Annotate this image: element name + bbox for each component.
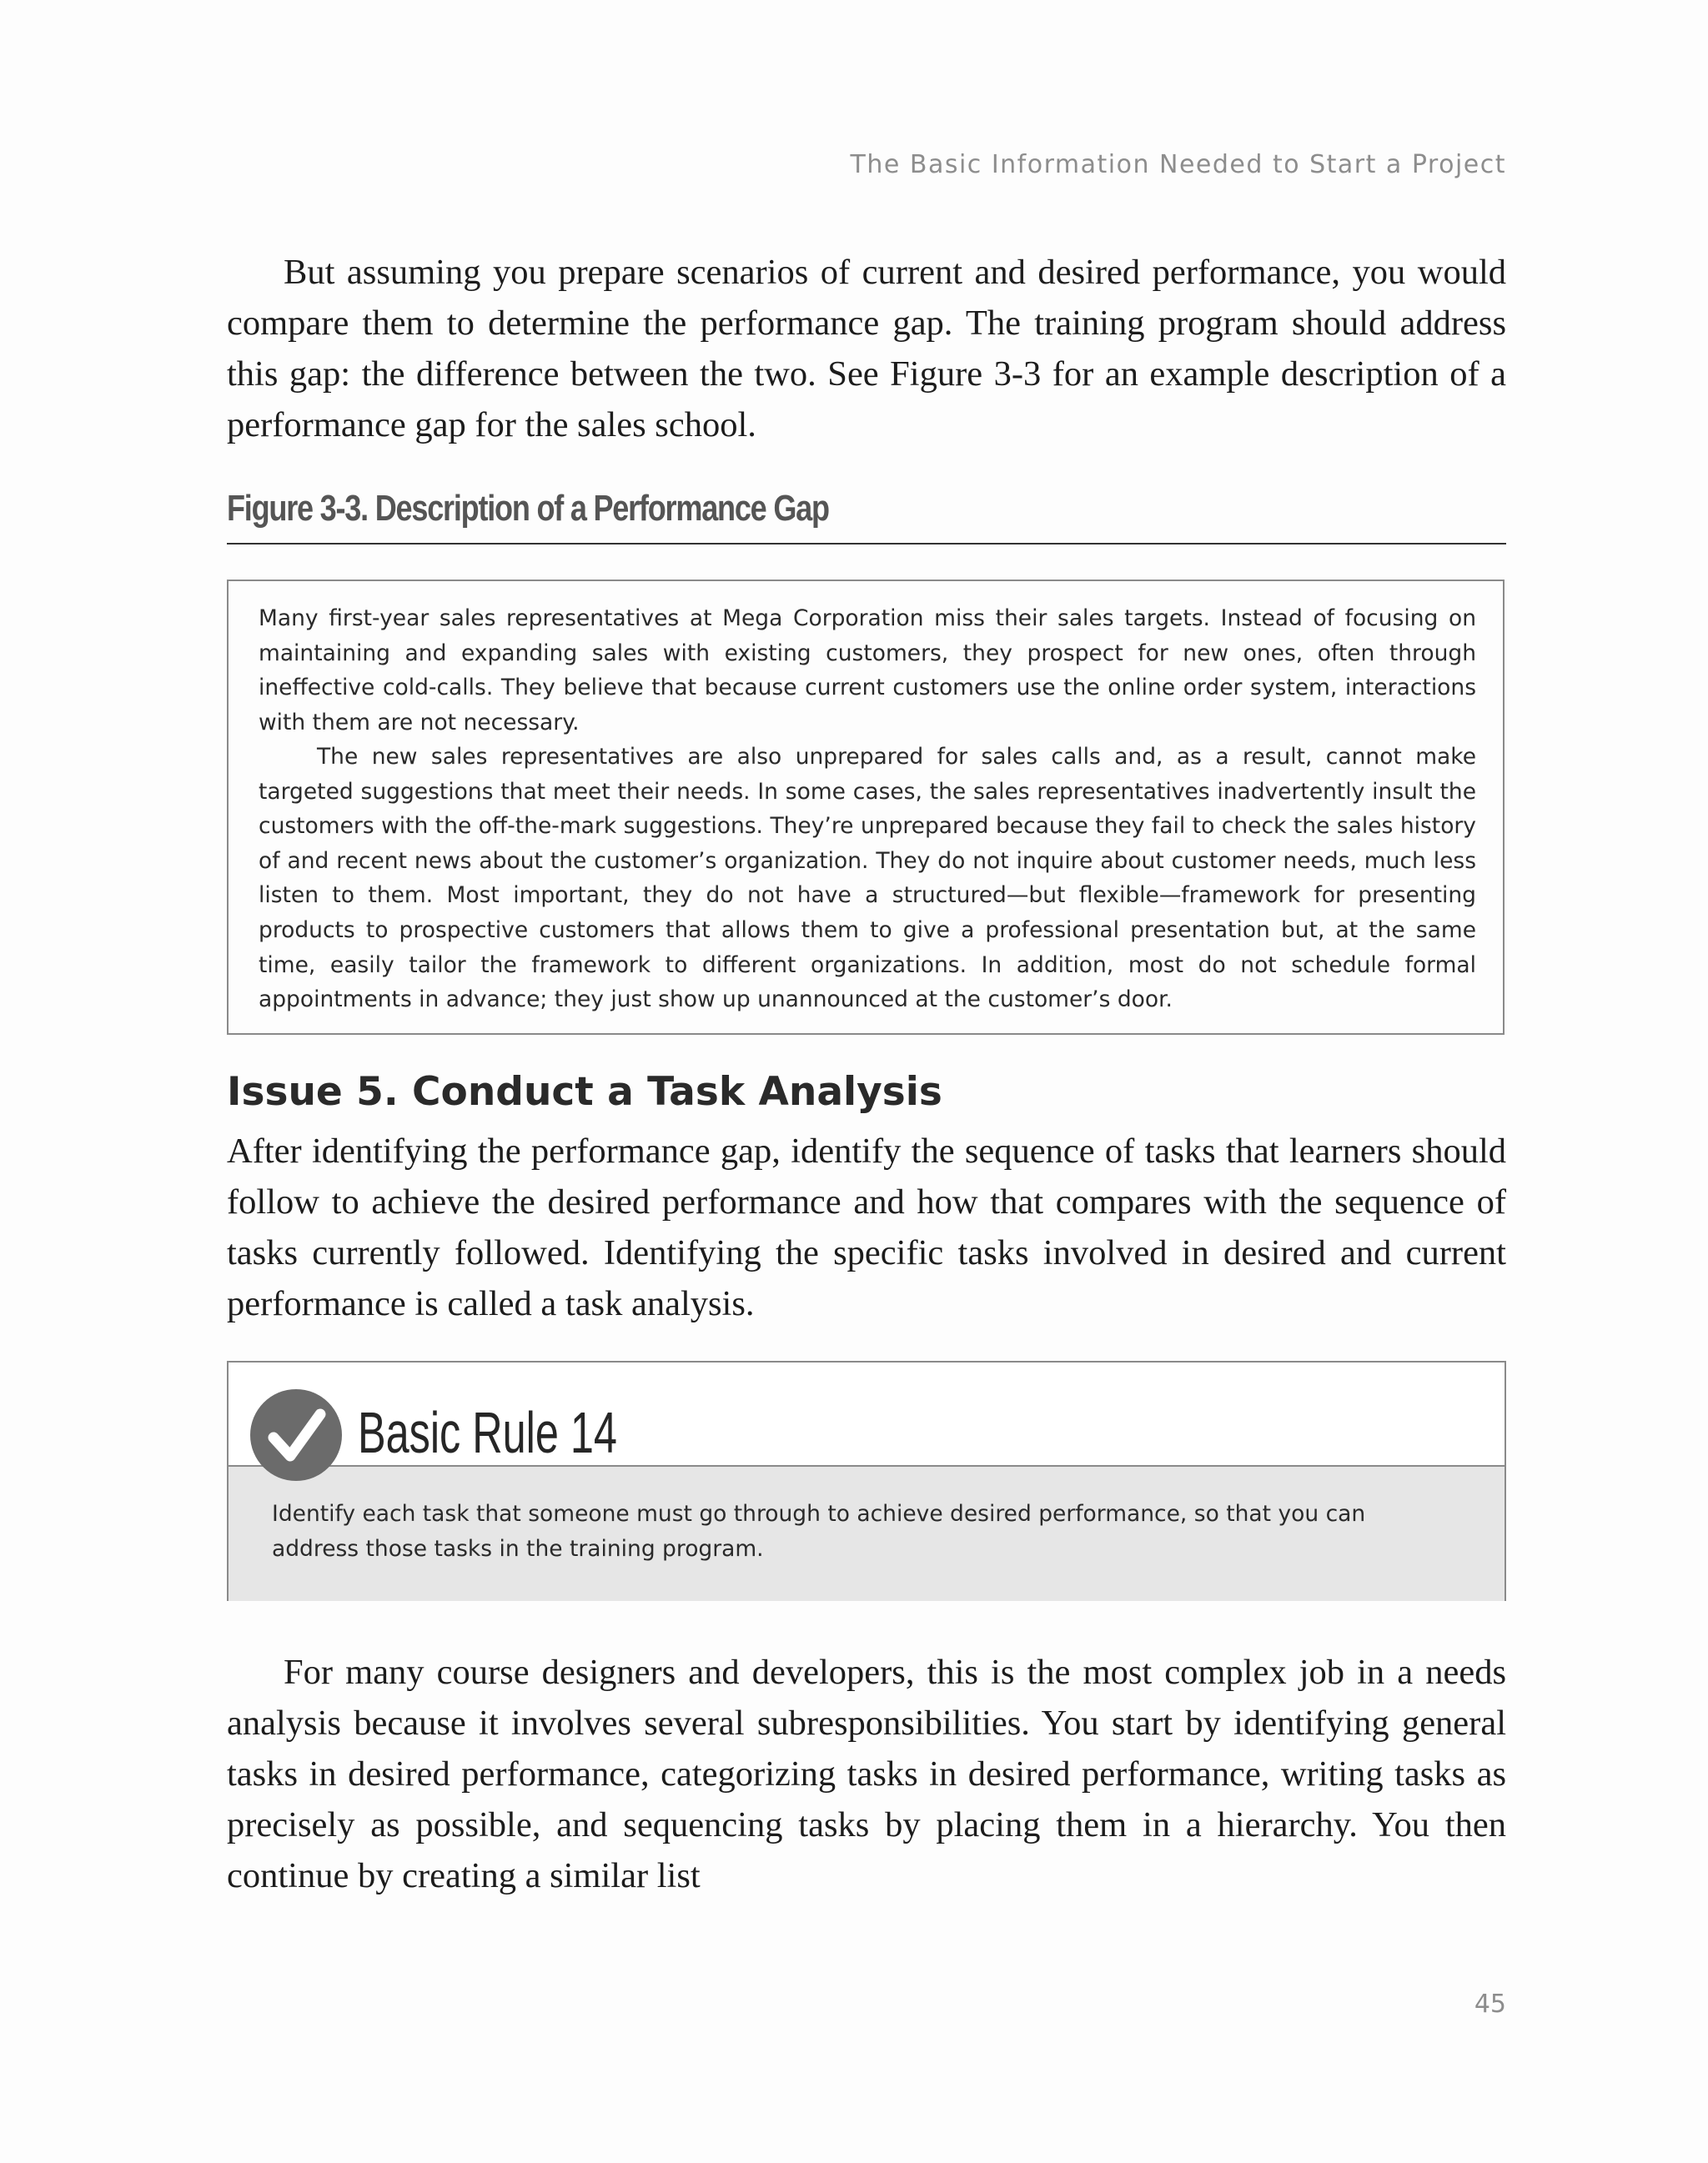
figure-box — [227, 580, 1505, 1035]
page-number: 45 — [1474, 1990, 1506, 2019]
basic-rule-title: Basic Rule 14 — [358, 1400, 617, 1465]
figure-paragraph-2 — [259, 740, 1476, 1017]
figure-title: Figure 3-3. Description of a Performance Gap — [227, 488, 829, 529]
checkmark-icon — [250, 1389, 342, 1481]
section-heading: Issue 5. Conduct a Task Analysis — [227, 1069, 942, 1115]
task-analysis-paragraph: After identifying the performance gap, identify the sequence of tasks that learners should follow to achieve the desired performance and how that compares with the sequence of tasks currently followed. Identifying the specific tasks involved in desired and current performance is called a task analysis. — [227, 1132, 1506, 1323]
figure-paragraph-1: Many first-year sales representatives at Mega Corporation miss their sales targets. Instead of focusing on maintaining and expanding sales with existing customers, they prospect for new ones, often through ineffective cold-calls. They believe that because current customers use the online order system, interactions with them are not necessary. — [259, 605, 1476, 735]
figure-title-rule — [227, 543, 1506, 545]
basic-rule-text: Identify each task that someone must go through to achieve desired performance, so that you can address those tasks in the training program. — [272, 1501, 1366, 1562]
running-head: The Basic Information Needed to Start a Project — [850, 150, 1506, 179]
intro-paragraph: But assuming you prepare scenarios of current and desired performance, you would compare them to determine the performance gap. The training program should address this gap: the difference between the two. See Figure 3-3 for an example description of a performance gap for the sales school. — [227, 253, 1506, 444]
closing-paragraph: For many course designers and developers, this is the most complex job in a needs analysis because it involves several subresponsibilities. You start by identifying general tasks in desired performance, categorizing tasks in desired performance, writing tasks as precisely as possible, and sequencing tasks by placing them in a hierarchy. You then continue by creating a similar list — [227, 1653, 1506, 1895]
basic-rule-box — [227, 1361, 1506, 1601]
figure-paragraph-2-text: The new sales representatives are also unprepared for sales calls and, as a result, cannot make targeted suggestions that meet their needs. In some cases, the sales representatives inadvertently insult the customers with the off-the-mark suggestions. They’re unprepared because they fail to check the sales history of and recent news about the customer’s organization. They do not inquire about customer needs, much less listen to them. Most important, they do not have a structured—but flexible—framework for presenting products to prospective customers that allows them to give a professional presentation but, at the same time, easily tailor the framework to different organizations. In addition, most do not schedule formal appointments in advance; they just show up unannounced at the customer’s door. — [259, 744, 1476, 1013]
basic-rule-band — [229, 1465, 1505, 1601]
